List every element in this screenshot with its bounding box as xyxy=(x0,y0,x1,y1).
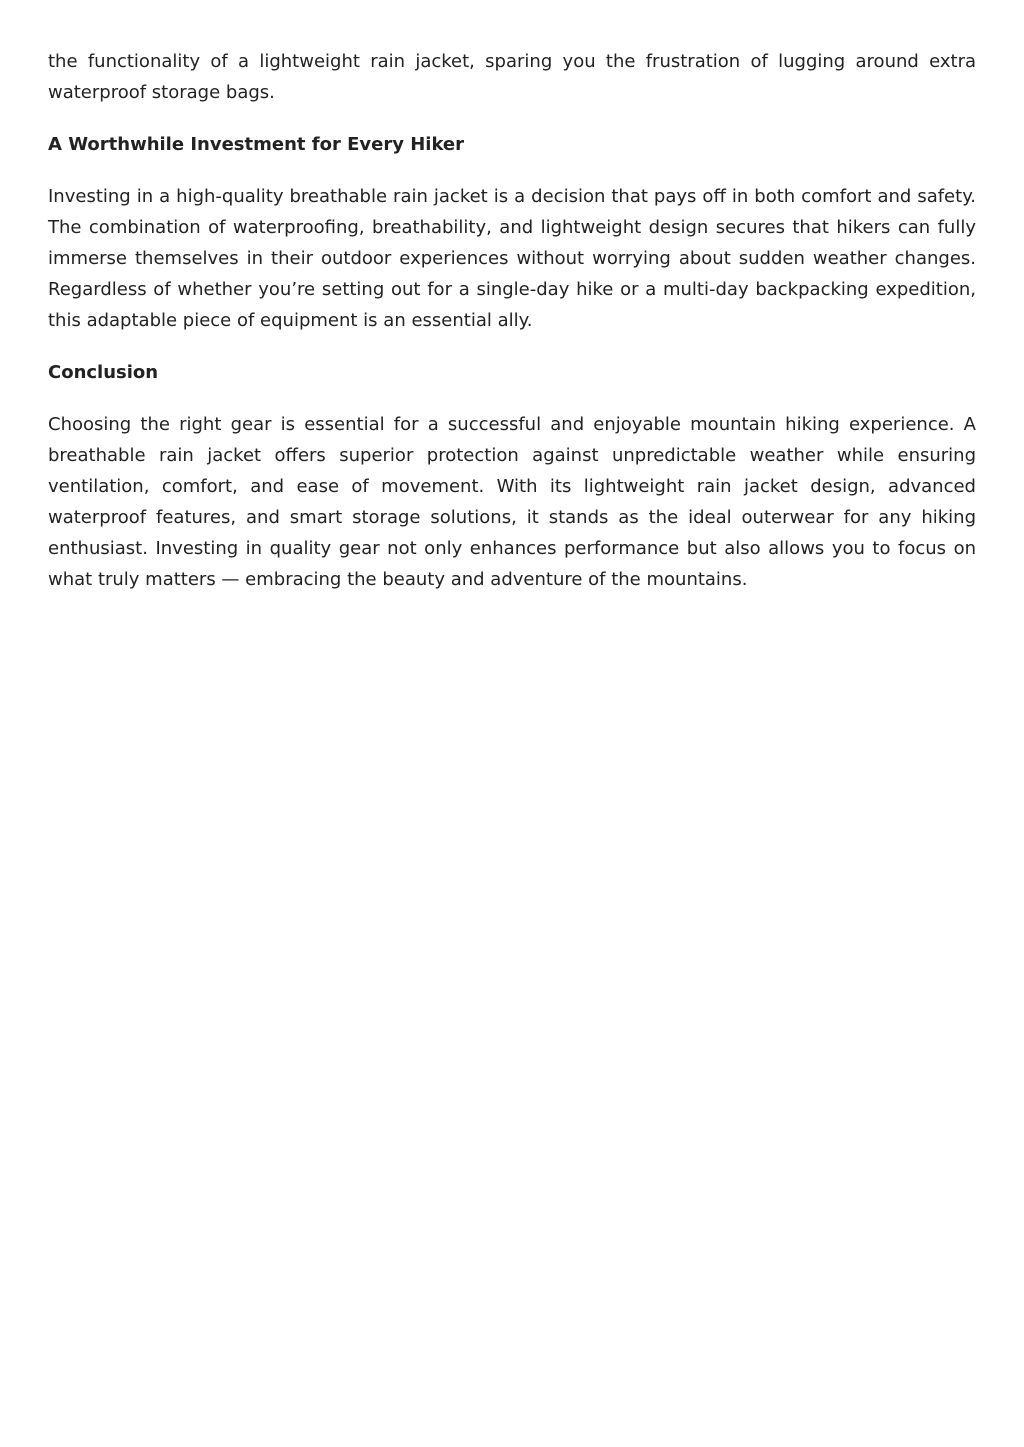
spacer xyxy=(48,388,976,409)
section-heading-conclusion: Conclusion xyxy=(48,362,159,383)
section-heading-investment: A Worthwhile Investment for Every Hiker xyxy=(48,134,465,155)
section-body-investment: Investing in a high-quality breathable rain jacket is a decision that pays off in both comfort and safety. The combination of waterproofing, breathability, and lightweight design secures that hikers can fully immerse themselves in their outdoor experiences without worrying about sudden weather changes. Regardless of whether you’re setting out for a single-day hike or a multi-day backpacking expedition, this adaptable piece of equipment is an essential ally. xyxy=(48,186,976,331)
document-body xyxy=(48,46,976,595)
spacer xyxy=(48,336,976,357)
spacer xyxy=(48,108,976,129)
spacer xyxy=(48,160,976,181)
section-body-conclusion: Choosing the right gear is essential for a successful and enjoyable mountain hiking experience. A breathable rain jacket offers superior protection against unpredictable weather while ensuring ventilation, comfort, and ease of movement. With its lightweight rain jacket design, advanced waterproof features, and smart storage solutions, it stands as the ideal outerwear for any hiking enthusiast. Investing in quality gear not only enhances performance but also allows you to focus on what truly matters — embracing the beauty and adventure of the mountains. xyxy=(48,414,976,590)
intro-paragraph: the functionality of a lightweight rain jacket, sparing you the frustration of lugging around extra waterproof storage bags. xyxy=(48,51,976,103)
